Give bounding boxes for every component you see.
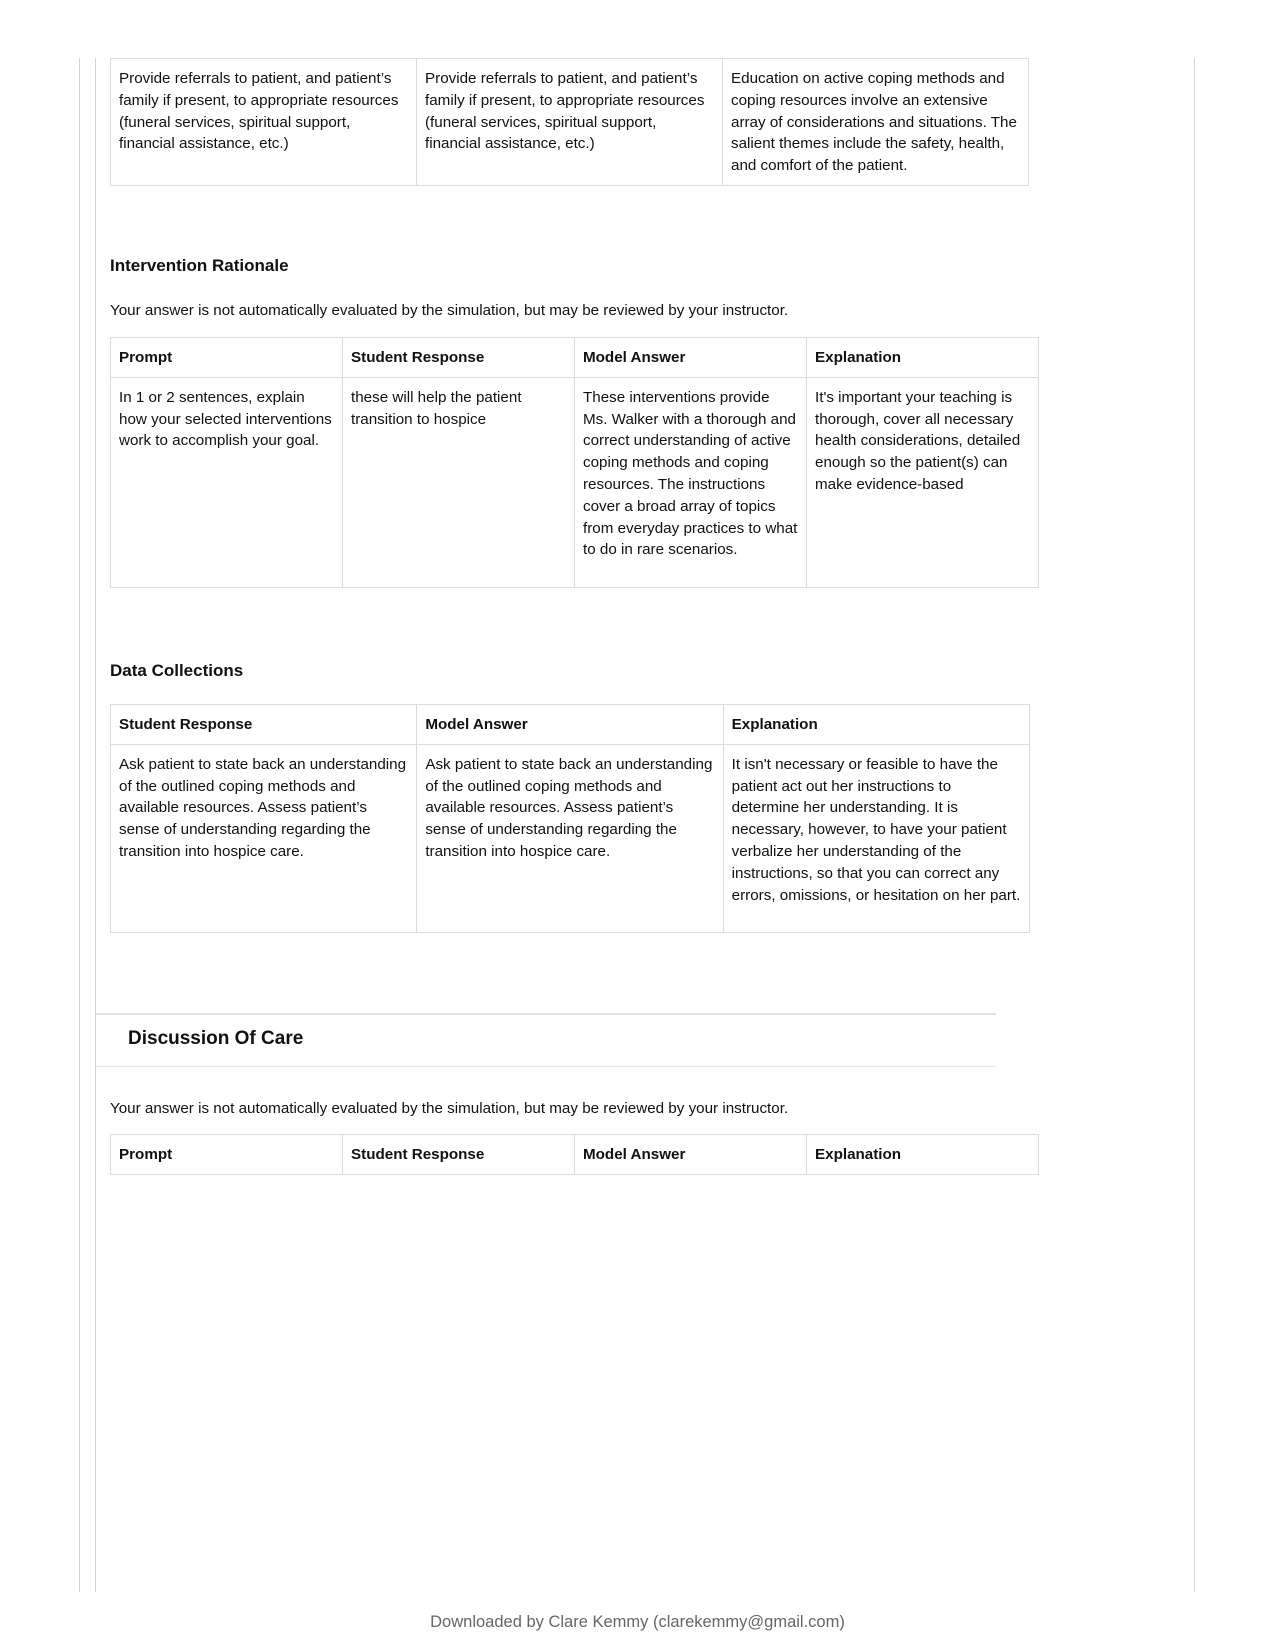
table-header-row bbox=[111, 338, 1039, 378]
column-header: Model Answer bbox=[575, 1135, 807, 1175]
section-heading-intervention-rationale: Intervention Rationale bbox=[110, 256, 289, 275]
table-header-row bbox=[111, 1135, 1039, 1175]
intervention-rationale-table bbox=[110, 337, 1039, 588]
table-header-row bbox=[111, 705, 1030, 745]
table-cell: these will help the patient transition to hospice bbox=[343, 377, 575, 587]
page-border-left bbox=[79, 58, 80, 1592]
column-header: Explanation bbox=[807, 338, 1039, 378]
evaluation-note: Your answer is not automatically evaluated by the simulation, but may be reviewed by your instructor. bbox=[110, 302, 789, 319]
column-header: Explanation bbox=[723, 705, 1029, 745]
column-header: Model Answer bbox=[575, 338, 807, 378]
table-row bbox=[111, 377, 1039, 587]
column-header: Prompt bbox=[111, 338, 343, 378]
table-cell: It's important your teaching is thorough, cover all necessary health considerations, detailed enough so the patient(s) can make evidence-based bbox=[807, 377, 1039, 587]
download-footer: Downloaded by Clare Kemmy (clarekemmy@gmail.com) bbox=[430, 1613, 845, 1631]
column-header: Model Answer bbox=[417, 705, 723, 745]
table-cell: Education on active coping methods and coping resources involve an extensive array of considerations and situations. The salient themes include the safety, health, and comfort of the patient. bbox=[723, 59, 1029, 186]
discussion-of-care-table bbox=[110, 1134, 1039, 1175]
section-heading-data-collections: Data Collections bbox=[110, 661, 244, 680]
referrals-table bbox=[110, 58, 1029, 186]
table-cell: It isn't necessary or feasible to have the patient act out her instructions to determine her understanding. It is necessary, however, to have your patient verbalize her understanding of the instructions, so that you can correct any errors, omissions, or hesitation on her part. bbox=[723, 744, 1029, 932]
section-title-discussion-of-care: Discussion Of Care bbox=[128, 1028, 304, 1049]
column-header: Student Response bbox=[343, 338, 575, 378]
table-row bbox=[111, 744, 1030, 932]
section-title-rule bbox=[96, 1066, 996, 1067]
page-border-right bbox=[1194, 58, 1195, 1592]
data-collections-table bbox=[110, 704, 1030, 933]
table-cell: Ask patient to state back an understanding of the outlined coping methods and available resources. Assess patient’s sense of understanding regarding the transition into hospice care. bbox=[111, 744, 417, 932]
table-cell: In 1 or 2 sentences, explain how your selected interventions work to accomplish your goal. bbox=[111, 377, 343, 587]
section-divider bbox=[96, 1013, 996, 1015]
evaluation-note: Your answer is not automatically evaluated by the simulation, but may be reviewed by your instructor. bbox=[110, 1100, 789, 1117]
content-viewport bbox=[96, 0, 1021, 1600]
table-cell: Provide referrals to patient, and patient’s family if present, to appropriate resources (funeral services, spiritual support, financial assistance, etc.) bbox=[417, 59, 723, 186]
column-header: Explanation bbox=[807, 1135, 1039, 1175]
table-cell: Provide referrals to patient, and patient’s family if present, to appropriate resources (funeral services, spiritual support, financial assistance, etc.) bbox=[111, 59, 417, 186]
table-row bbox=[111, 59, 1029, 186]
column-header: Student Response bbox=[111, 705, 417, 745]
table-cell: These interventions provide Ms. Walker with a thorough and correct understanding of active coping methods and coping resources. The instructions cover a broad array of topics from everyday practices to what to do in rare scenarios. bbox=[575, 377, 807, 587]
column-header: Prompt bbox=[111, 1135, 343, 1175]
table-cell: Ask patient to state back an understanding of the outlined coping methods and available resources. Assess patient’s sense of understanding regarding the transition into hospice care. bbox=[417, 744, 723, 932]
column-header: Student Response bbox=[343, 1135, 575, 1175]
